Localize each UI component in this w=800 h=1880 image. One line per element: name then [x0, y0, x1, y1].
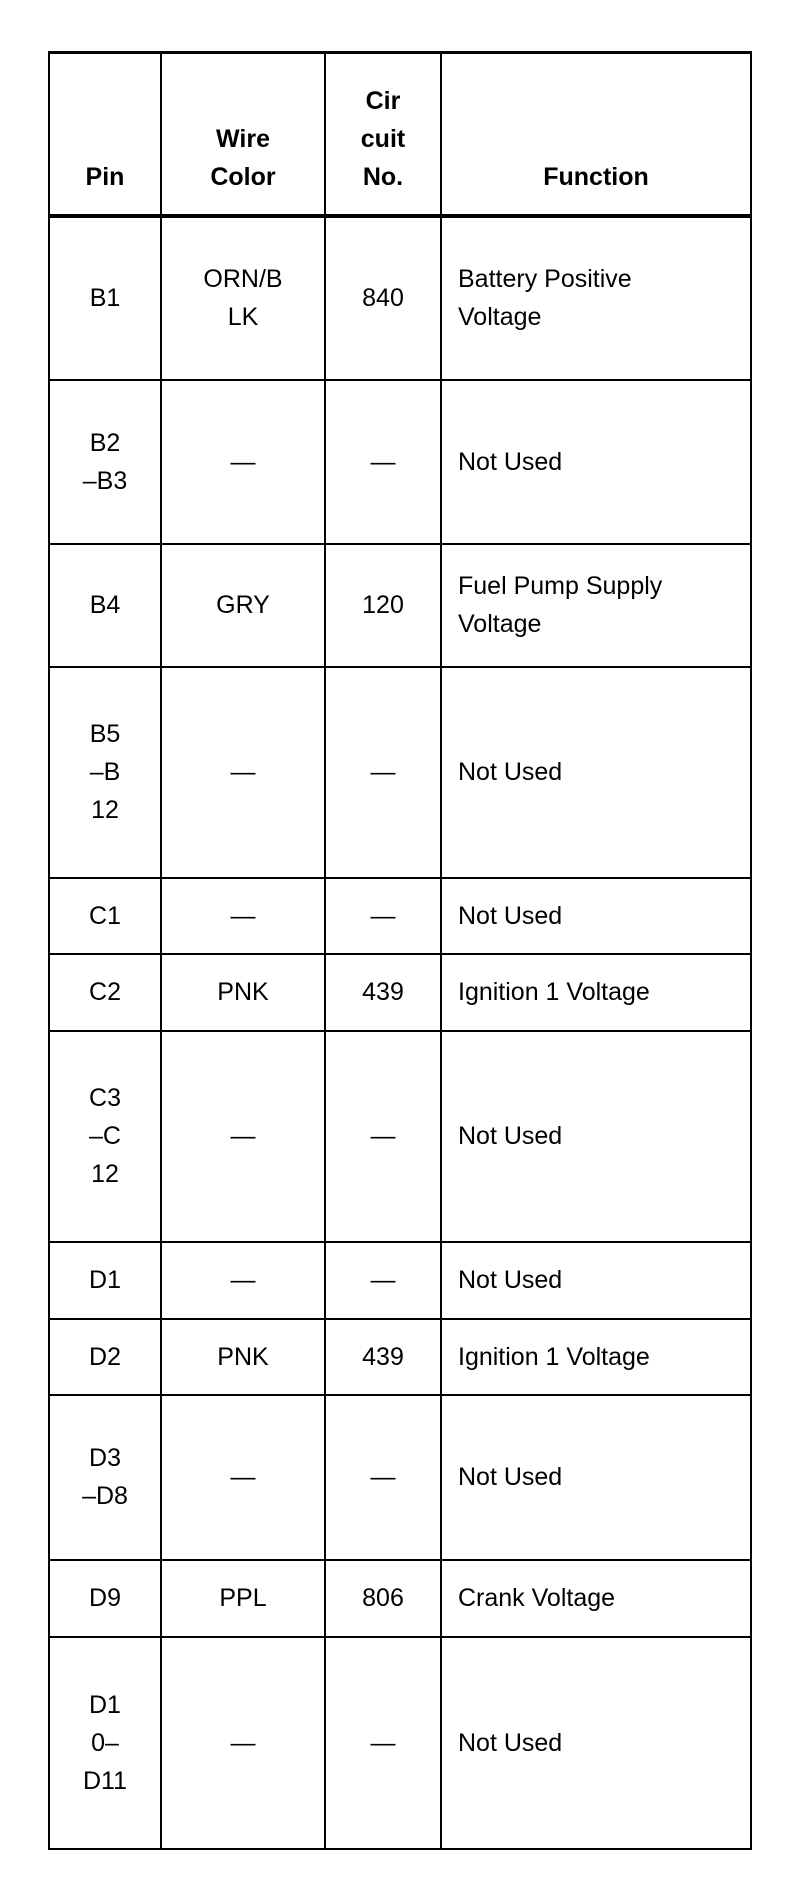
function-cell: Not Used [441, 380, 751, 544]
function-cell: Fuel Pump Supply Voltage [441, 544, 751, 667]
header-wire-color: Wire Color [161, 53, 325, 216]
circuit-cell: 439 [325, 954, 441, 1031]
pin-cell: D3 –D8 [49, 1395, 161, 1560]
table-row [49, 667, 751, 878]
pin-cell: B1 [49, 216, 161, 380]
wire-color-cell: — [161, 667, 325, 878]
pin-cell: D1 0– D11 [49, 1637, 161, 1849]
wire-color-cell: — [161, 1395, 325, 1560]
table-row [49, 544, 751, 667]
circuit-cell: — [325, 1637, 441, 1849]
circuit-cell: — [325, 1031, 441, 1242]
header-pin: Pin [49, 53, 161, 216]
pin-cell: C1 [49, 878, 161, 954]
table-row [49, 1637, 751, 1849]
function-cell: Not Used [441, 1242, 751, 1319]
pin-cell: D2 [49, 1319, 161, 1395]
circuit-cell: 806 [325, 1560, 441, 1637]
pin-cell: B2 –B3 [49, 380, 161, 544]
pin-cell: C2 [49, 954, 161, 1031]
table-row [49, 216, 751, 380]
pin-cell: D9 [49, 1560, 161, 1637]
function-cell: Not Used [441, 878, 751, 954]
table-row [49, 1560, 751, 1637]
function-cell: Not Used [441, 1031, 751, 1242]
pin-cell: C3 –C 12 [49, 1031, 161, 1242]
circuit-cell: 840 [325, 216, 441, 380]
function-cell: Ignition 1 Voltage [441, 1319, 751, 1395]
table-header-row [49, 53, 751, 216]
pin-cell: B5 –B 12 [49, 667, 161, 878]
wire-color-cell: — [161, 380, 325, 544]
function-cell: Ignition 1 Voltage [441, 954, 751, 1031]
wire-color-cell: — [161, 878, 325, 954]
function-cell: Crank Voltage [441, 1560, 751, 1637]
circuit-cell: — [325, 878, 441, 954]
wire-color-cell: — [161, 1031, 325, 1242]
wire-color-cell: GRY [161, 544, 325, 667]
wire-color-cell: PNK [161, 1319, 325, 1395]
table-row [49, 1242, 751, 1319]
circuit-cell: — [325, 380, 441, 544]
table-row [49, 1319, 751, 1395]
pin-cell: D1 [49, 1242, 161, 1319]
pin-cell: B4 [49, 544, 161, 667]
circuit-cell: — [325, 1242, 441, 1319]
table-row [49, 878, 751, 954]
wire-color-cell: — [161, 1242, 325, 1319]
connector-pin-table [48, 51, 752, 1850]
function-cell: Not Used [441, 667, 751, 878]
circuit-cell: 120 [325, 544, 441, 667]
table-row [49, 1395, 751, 1560]
wire-color-cell: PNK [161, 954, 325, 1031]
function-cell: Not Used [441, 1395, 751, 1560]
wire-color-cell: — [161, 1637, 325, 1849]
circuit-cell: 439 [325, 1319, 441, 1395]
header-circuit-no: Cir cuit No. [325, 53, 441, 216]
circuit-cell: — [325, 1395, 441, 1560]
wire-color-cell: PPL [161, 1560, 325, 1637]
table-row [49, 954, 751, 1031]
header-function: Function [441, 53, 751, 216]
table-row [49, 380, 751, 544]
function-cell: Battery Positive Voltage [441, 216, 751, 380]
table-row [49, 1031, 751, 1242]
wire-color-cell: ORN/B LK [161, 216, 325, 380]
circuit-cell: — [325, 667, 441, 878]
function-cell: Not Used [441, 1637, 751, 1849]
